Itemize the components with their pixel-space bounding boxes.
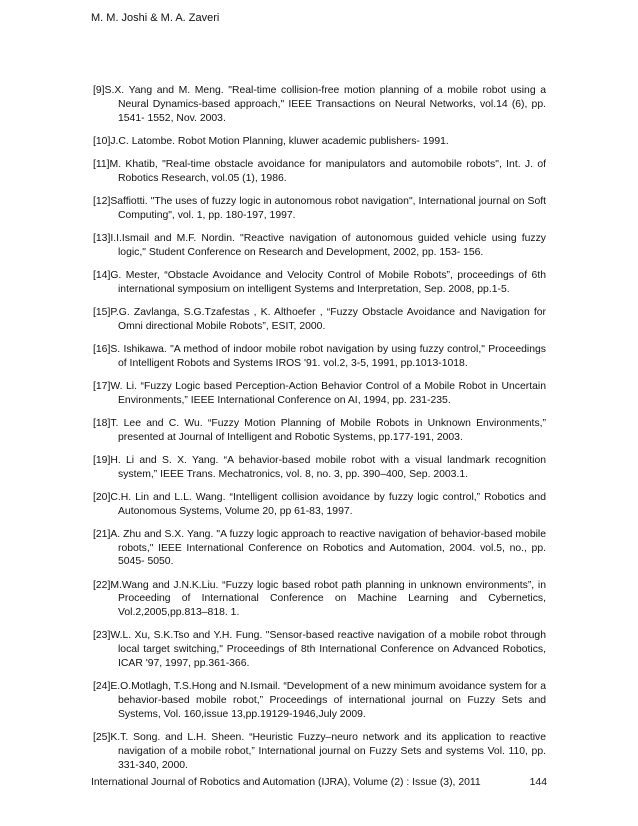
reference-item: [24]E.O.Motlagh, T.S.Hong and N.Ismail. “Development of a new minimum avoidance system for a behavior-based mobile robot,” Proceedings of international journal on Fuzzy Sets and Systems, Vol. 160,issue 13,pp.19129-1946,July 2009. bbox=[93, 681, 546, 720]
reference-item: [18]T. Lee and C. Wu. “Fuzzy Motion Planning of Mobile Robots in Unknown Environments,” presented at Journal of Intelligent and Robotic Systems, pp.177-191, 2003. bbox=[93, 417, 546, 443]
reference-item: [10]J.C. Latombe. Robot Motion Planning, kluwer academic publishers- 1991. bbox=[93, 135, 449, 147]
page-footer bbox=[91, 777, 547, 788]
reference-item: [11]M. Khatib, "Real-time obstacle avoidance for manipulators and automobile robots", Int. J. of Robotics Research, vol.05 (1), 1986. bbox=[93, 158, 546, 184]
reference-item: [25]K.T. Song. and L.H. Sheen. “Heuristic Fuzzy–neuro network and its application to reactive navigation of a mobile robot,” International journal on Fuzzy Sets and systems Vol. 110, pp. 331-340, 2000. bbox=[93, 731, 546, 771]
reference-item: [20]C.H. Lin and L.L. Wang. “Intelligent collision avoidance by fuzzy logic control,” Robotics and Autonomous Systems, Volume 20, pp 61-83, 1997. bbox=[93, 491, 546, 517]
reference-item: [15]P.G. Zavlanga, S.G.Tzafestas , K. Althoefer , “Fuzzy Obstacle Avoidance and Navigation for Omni directional Mobile Robots”, ESIT, 2000. bbox=[93, 306, 546, 332]
reference-item: [9]S.X. Yang and M. Meng. "Real-time collision-free motion planning of a mobile robot using a Neural Dynamics-based approach," IEEE Transactions on Neural Networks, vol.14 (6), pp. 1541- 1552, Nov. 2003. bbox=[93, 85, 546, 124]
reference-item: [22]M.Wang and J.N.K.Liu. “Fuzzy logic based robot path planning in unknown environments”, in Proceeding of International Conference on Machine Learning and Cybernetics, Vol.2,2005,pp.813–818. 1. bbox=[93, 579, 546, 619]
reference-item: [23]W.L. Xu, S.K.Tso and Y.H. Fung. "Sensor-based reactive navigation of a mobile robot through local target switching," Proceedings of 8th International Conference on Advanced Robotics, ICAR '97, 1997, pp.361-366. bbox=[93, 630, 546, 669]
reference-list bbox=[93, 84, 546, 782]
reference-item: [13]I.I.Ismail and M.F. Nordin. "Reactive navigation of autonomous guided vehicle using fuzzy logic," Student Conference on Research and Development, 2002, pp. 153- 156. bbox=[93, 232, 546, 258]
page-number: 144 bbox=[529, 777, 547, 788]
reference-item: [17]W. Li. “Fuzzy Logic based Perception-Action Behavior Control of a Mobile Robot in Uncertain Environments,” IEEE International Conference on AI, 1994, pp. 231-235. bbox=[93, 380, 546, 406]
reference-item: [16]S. Ishikawa. "A method of indoor mobile robot navigation by using fuzzy control," Proceedings of Intelligent Robots and Systems IROS '91. vol.2, 3-5, 1991, pp.1013-1018. bbox=[93, 343, 546, 369]
reference-item: [14]G. Mester, “Obstacle Avoidance and Velocity Control of Mobile Robots”, proceedings of 6th international symposium on intelligent Systems and Interpretation, Sep. 2008, pp.1-5. bbox=[93, 269, 546, 295]
reference-item: [12]Saffiotti. "The uses of fuzzy logic in autonomous robot navigation", International journal on Soft Computing", vol. 1, pp. 180-197, 1997. bbox=[93, 195, 546, 221]
journal-citation: International Journal of Robotics and Automation (IJRA), Volume (2) : Issue (3), 2011 bbox=[91, 777, 481, 788]
reference-item: [19]H. Li and S. X. Yang. “A behavior-based mobile robot with a visual landmark recognition system,” IEEE Trans. Mechatronics, vol. 8, no. 3, pp. 390–400, Sep. 2003.1. bbox=[93, 454, 546, 480]
running-header: M. M. Joshi & M. A. Zaveri bbox=[91, 12, 220, 24]
reference-item: [21]A. Zhu and S.X. Yang. "A fuzzy logic approach to reactive navigation of behavior-based mobile robots," IEEE International Conference on Robotics and Automation, 2004. vol.5, no., pp. 5045- 5050. bbox=[93, 528, 546, 568]
